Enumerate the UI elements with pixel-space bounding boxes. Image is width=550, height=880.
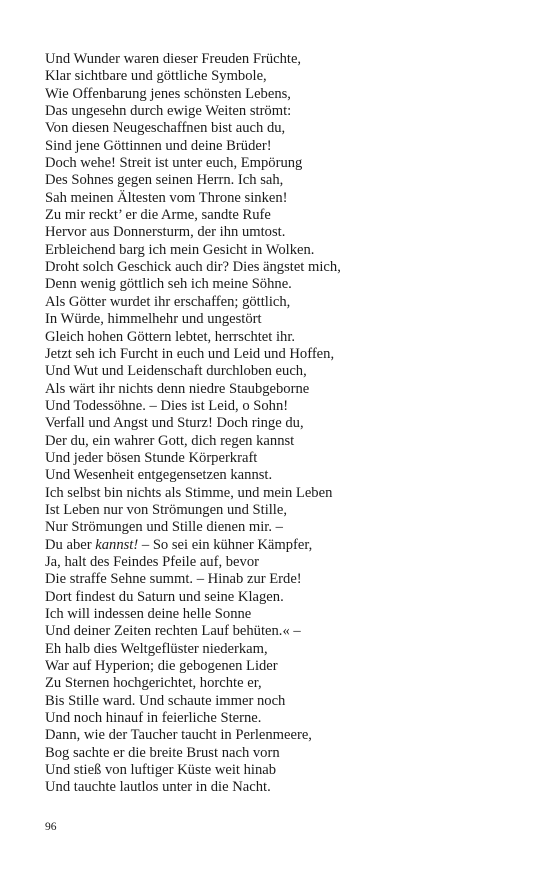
poem-line: Dann, wie der Taucher taucht in Perlenmeere, [45,727,312,744]
poem-line-segment: Du aber [45,536,96,553]
poem-line: Eh halb dies Weltgeflüster niederkam, [45,640,268,657]
poem-line: Ja, halt des Feindes Pfeile auf, bevor [45,553,259,570]
poem-line: Und jeder bösen Stunde Körperkraft [45,449,258,466]
poem-line: Doch wehe! Streit ist unter euch, Empörung [45,155,303,172]
poem-line: Und deiner Zeiten rechten Lauf behüten.« – [45,623,301,640]
poem-line: Ich will indessen deine helle Sonne [45,606,252,622]
poem-line: Von diesen Neugeschaffnen bist auch du, [45,120,286,137]
poem-line [45,537,515,554]
poem-line: Als Götter wurdet ihr erschaffen; göttlich, [45,293,291,310]
poem-line: Jetzt seh ich Furcht in euch und Leid und Hoffen, [45,345,335,362]
poem-line: Ich selbst bin nichts als Stimme, und mein Leben [45,484,333,501]
poem-line: In Würde, himmelhehr und ungestört [45,311,262,328]
poem-line: Erbleichend barg ich mein Gesicht in Wolken. [45,241,315,258]
poem-line: Klar sichtbare und göttliche Symbole, [45,68,267,85]
poem-line: Zu mir reckt’ er die Arme, sandte Rufe [45,207,271,224]
poem-line: Hervor aus Donnersturm, der ihn umtost. [45,224,286,241]
poem-line: Und stieß von luftiger Küste weit hinab [45,762,277,779]
poem-line: Gleich hohen Göttern lebtet, herrschtet ihr. [45,328,296,345]
poem-line: Nur Strömungen und Stille dienen mir. – [45,519,283,536]
poem-line: Denn wenig göttlich seh ich meine Söhne. [45,276,292,293]
poem-line: Dort findest du Saturn und seine Klagen. [45,588,284,605]
poem-line: War auf Hyperion; die gebogenen Lider [45,658,278,675]
poem-line: Und noch hinauf in feierliche Sterne. [45,710,262,727]
poem-line: Sah meinen Ältesten vom Throne sinken! [45,189,288,206]
poem-line: Der du, ein wahrer Gott, dich regen kannst [45,432,295,449]
page-number: 96 [45,821,57,833]
poem-line: Sind jene Göttinnen und deine Brüder! [45,137,272,154]
poem-line-emphasis: kannst! [95,536,139,553]
poem-line: Die straffe Sehne summt. – Hinab zur Erde! [45,571,302,588]
poem-line: Und tauchte lautlos unter in die Nacht. [45,779,271,796]
poem-line: Und Wunder waren dieser Freuden Früchte, [45,51,302,67]
poem-line: Und Wesenheit entgegensetzen kannst. [45,467,273,484]
poem-line: Und Wut und Leidenschaft durchloben euch, [45,363,307,380]
poem-line: Als wärt ihr nichts denn niedre Staubgeborne [45,380,310,397]
poem-line: Droht solch Geschick auch dir? Dies ängstet mich, [45,259,341,276]
poem-line: Bis Stille ward. Und schaute immer noch [45,692,286,709]
poem-line: Ist Leben nur von Strömungen und Stille, [45,501,287,518]
poem-line: Des Sohnes gegen seinen Herrn. Ich sah, [45,172,284,189]
poem-line-segment: – So sei ein kühner Kämpfer, [138,536,313,553]
poem-line: Wie Offenbarung jenes schönsten Lebens, [45,85,291,102]
poem-line: Verfall und Angst und Sturz! Doch ringe du, [45,415,304,432]
poem-line: Zu Sternen hochgerichtet, horchte er, [45,675,262,692]
poem-line: Bog sachte er die breite Brust nach vorn [45,744,280,761]
poem-line: Das ungesehn durch ewige Weiten strömt: [45,103,292,120]
poem-text [45,51,515,797]
poem-line: Und Todessöhne. – Dies ist Leid, o Sohn! [45,397,289,414]
